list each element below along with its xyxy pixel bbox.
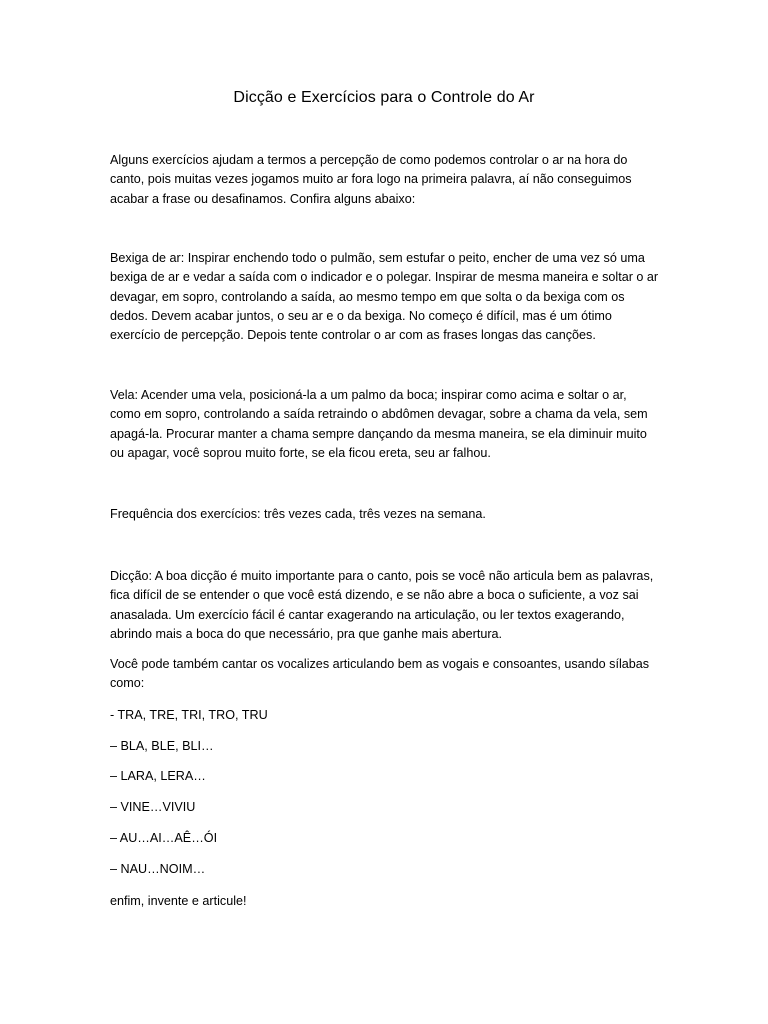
frequencia-paragraph: Frequência dos exercícios: três vezes cada, três vezes na semana. xyxy=(110,507,486,521)
intro-paragraph: Alguns exercícios ajudam a termos a percepção de como podemos controlar o ar na hora do canto, pois muitas vezes jogamos muito ar fora logo na primeira palavra, aí não conseguimos acabar a frase ou desafinamos. Confira alguns abaixo: xyxy=(110,153,632,206)
syllable-item: – VINE…VIVIU xyxy=(110,800,196,814)
syllable-item: - TRA, TRE, TRI, TRO, TRU xyxy=(110,708,268,722)
bexiga-paragraph: Bexiga de ar: Inspirar enchendo todo o pulmão, sem estufar o peito, encher de uma vez só uma bexiga de ar e vedar a saída com o indicador e o polegar. Inspirar de mesma maneira e soltar o ar devagar, em sopro, controlando a saída, ao mesmo tempo em que solta o da bexiga com os dedos. Devem acabar juntos, o seu ar e o da bexiga. No começo é difícil, mas é um ótimo exercício de percepção. Depois tente controlar o ar com as frases longas das canções. xyxy=(110,251,659,343)
diccao-paragraph: Dicção: A boa dicção é muito importante para o canto, pois se você não articula bem as palavras, fica difícil de se entender o que você está dizendo, e se não abre a boca o suficiente, a voz sai anasalada. Um exercício fácil é cantar exagerando na articulação, ou ler textos exagerando, abrindo mais a boca do que necessário, pra que ganhe mais abertura. xyxy=(110,569,654,641)
closing-line: enfim, invente e articule! xyxy=(110,894,247,908)
syllable-item: – LARA, LERA… xyxy=(110,769,206,783)
vocalizes-paragraph: Você pode também cantar os vocalizes articulando bem as vogais e consoantes, usando sílabas como: xyxy=(110,657,650,691)
syllable-item: – NAU…NOIM… xyxy=(110,862,206,876)
page-title: Dicção e Exercícios para o Controle do Ar xyxy=(233,89,535,106)
syllable-item: – AU…AI…AÊ…ÓI xyxy=(110,831,218,845)
vela-paragraph: Vela: Acender uma vela, posicioná-la a um palmo da boca; inspirar como acima e soltar o ar, como em sopro, controlando a saída retraindo o abdômen devagar, sobre a chama da vela, sem apagá-la. Procurar manter a chama sempre dançando da mesma maneira, se ela diminuir muito ou apagar, você soprou muito forte, se ela ficou ereta, seu ar falhou. xyxy=(110,388,648,460)
syllable-item: – BLA, BLE, BLI… xyxy=(110,739,214,753)
